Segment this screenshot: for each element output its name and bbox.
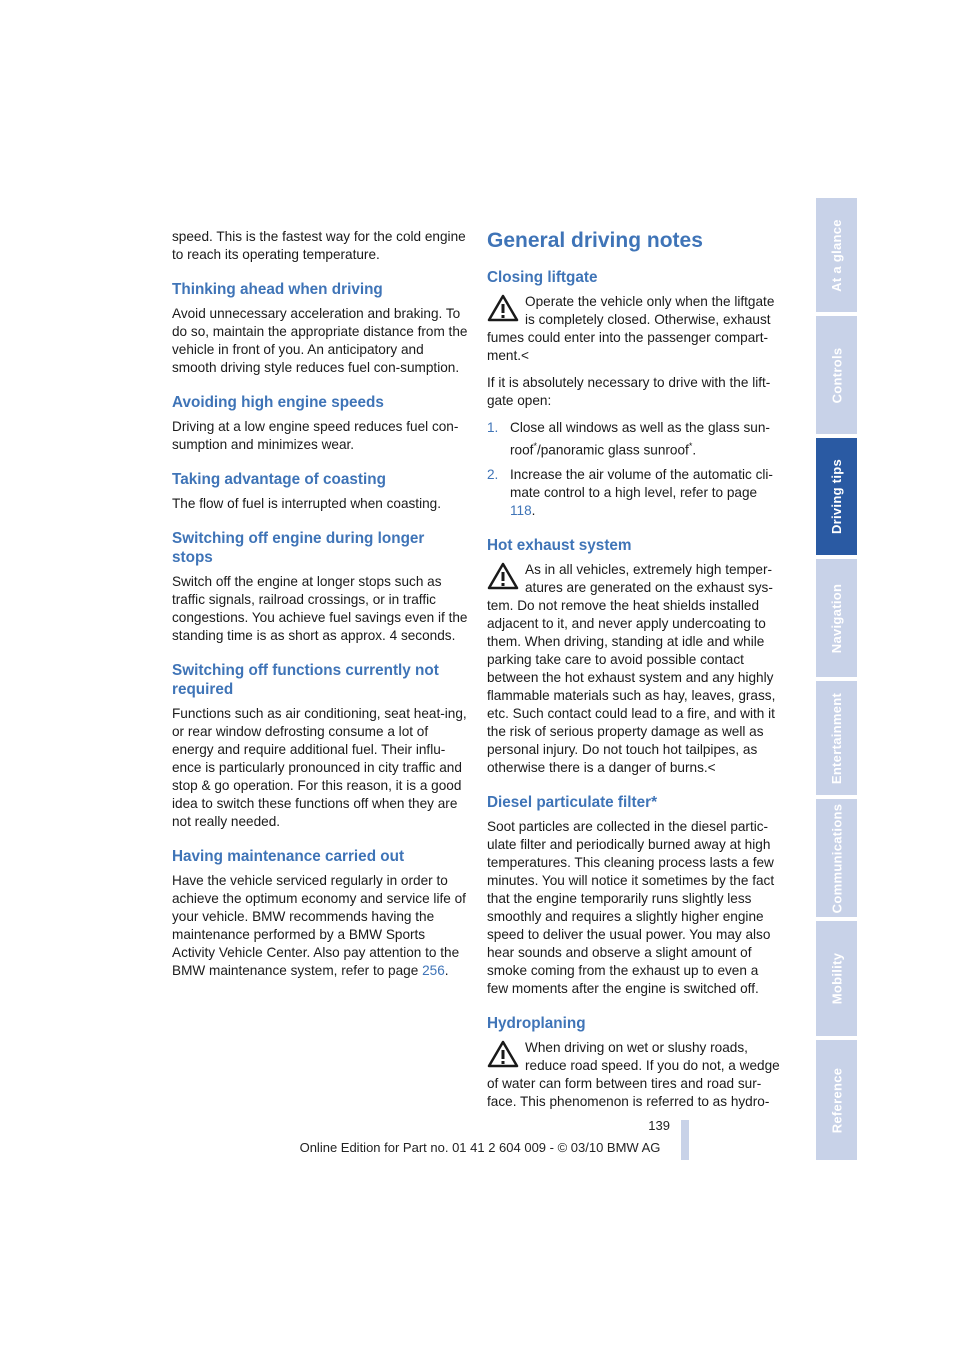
text-thinking-ahead: Avoid unnecessary acceleration and braking. To do so, maintain the appropriate distance from the vehicle in front of you. An anticipatory and smooth driving style reduces fuel con-sumption. bbox=[172, 306, 468, 375]
heading-diesel-filter: Diesel particulate filter* bbox=[487, 793, 658, 811]
list-number: 2. bbox=[487, 466, 499, 482]
step2-period: . bbox=[531, 502, 536, 518]
text-diesel-filter: Soot particles are collected in the diesel partic-ulate filter and periodically burned away at high temperatures. This cleaning process lasts a few minutes. You will notice it sometimes by the fact that the engine temporarily runs slightly less smoothly and requires a slightly higher engine speed to deliver the usual power. You may also hear sounds and observe a slight amount of smoke coming from the exhaust up to even a few moments after the engine is switched off. bbox=[487, 818, 775, 996]
list-number: 1. bbox=[487, 420, 499, 435]
text-coasting: The flow of fuel is interrupted when coasting. bbox=[172, 496, 442, 511]
maintenance-text: Have the vehicle serviced regularly in order to achieve the optimum economy and service life of your vehicle. BMW recommends having the maintenance performed by a BMW Sports Activity Vehicle Center. Also pay attention to the BMW maintenance system, refer to page bbox=[172, 873, 466, 978]
list-text bbox=[510, 466, 783, 520]
warning-hydroplaning bbox=[487, 1039, 783, 1111]
warning-liftgate-text: Operate the vehicle only when the liftgate is completely closed. Otherwise, exhaust fumes could enter into the passenger compart-ment.< bbox=[487, 294, 775, 363]
tab-label: Entertainment bbox=[829, 692, 844, 784]
warning-hydroplaning-text: When driving on wet or slushy roads, reduce road speed. If you do not, a wedge of water can form between tires and road sur-face. This phenomenon is referred to as hydro- bbox=[487, 1039, 780, 1109]
maintenance-period: . bbox=[444, 963, 449, 978]
footer: Online Edition for Part no. 01 41 2 604 009 - © 03/10 BMW AG bbox=[299, 1140, 661, 1155]
heading-closing-liftgate: Closing liftgate bbox=[487, 269, 598, 286]
heading-high-engine-speeds: Avoiding high engine speeds bbox=[172, 394, 384, 411]
text-liftgate-open: If it is absolutely necessary to drive with the lift-gate open: bbox=[487, 375, 771, 408]
warning-triangle-icon bbox=[487, 1040, 519, 1068]
warning-exhaust-text: As in all vehicles, extremely high temper-atures are generated on the exhaust sys-tem. Do not remove the heat shields installed adjacent to it, and never apply undercoating to them. When driving, standing at idle and while parking take care to avoid possible contact between the hot exhaust system and any highly flammable materials such as hay, leaves, grass, etc. Such contact could lead to a fire, and with it the risk of serious property damage as well as personal injury. Do not touch hot tailpipes, as otherwise there is a danger of burns.< bbox=[487, 561, 776, 775]
text-maintenance bbox=[172, 872, 468, 980]
tab-at-a-glance[interactable] bbox=[816, 198, 857, 312]
heading-hydroplaning: Hydroplaning bbox=[487, 1014, 586, 1032]
tab-label: Reference bbox=[829, 1067, 845, 1133]
text-high-engine-speeds: Driving at a low engine speed reduces fuel con-sumption and minimizes wear. bbox=[172, 419, 459, 452]
page-link-256[interactable]: 256 bbox=[422, 963, 445, 978]
step1-period: . bbox=[692, 442, 697, 458]
heading-thinking-ahead: Thinking ahead when driving bbox=[172, 281, 383, 298]
heading-coasting: Taking advantage of coasting bbox=[172, 471, 386, 488]
list-text bbox=[510, 419, 783, 460]
left-column bbox=[172, 228, 468, 989]
warning-triangle-icon bbox=[487, 294, 519, 322]
page-title: General driving notes bbox=[487, 229, 703, 252]
tab-label: Controls bbox=[829, 347, 844, 403]
step2-text: Increase the air volume of the automatic cli-mate control to a high level, refer to page bbox=[510, 466, 773, 500]
warning-liftgate bbox=[487, 293, 783, 365]
tab-driving-tips[interactable] bbox=[816, 438, 857, 555]
warning-triangle-icon bbox=[487, 562, 519, 590]
step1-text-b: /panoramic glass sunroof bbox=[536, 442, 689, 458]
tab-controls[interactable] bbox=[816, 316, 857, 434]
tab-communications[interactable] bbox=[816, 799, 857, 917]
list-item bbox=[487, 419, 783, 460]
heading-hot-exhaust: Hot exhaust system bbox=[487, 536, 632, 554]
liftgate-steps bbox=[487, 419, 783, 520]
page-number: 139 bbox=[648, 1118, 670, 1133]
tab-label: Communications bbox=[829, 803, 844, 913]
heading-functions-off: Switching off functions currently not required bbox=[172, 662, 439, 698]
tab-label: Driving tips bbox=[829, 458, 845, 535]
heading-maintenance: Having maintenance carried out bbox=[172, 848, 405, 865]
step1-text-a: Close all windows as well as the glass sun-roof bbox=[510, 420, 770, 458]
side-navigation bbox=[816, 198, 857, 1160]
tab-label: Mobility bbox=[829, 952, 845, 1005]
option-star: * bbox=[533, 441, 537, 451]
warning-exhaust bbox=[487, 561, 783, 777]
list-item bbox=[487, 466, 783, 520]
tab-navigation[interactable] bbox=[816, 559, 857, 677]
tab-label: Navigation bbox=[829, 583, 844, 653]
tab-entertainment[interactable] bbox=[816, 681, 857, 795]
text-engine-off-stops: Switch off the engine at longer stops such as traffic signals, railroad crossings, or in traffic congestions. You achieve fuel savings even if the standing time is as short as approx. 4 seconds. bbox=[172, 574, 468, 643]
page-link-118[interactable]: 118 bbox=[510, 502, 532, 518]
intro-text: speed. This is the fastest way for the cold engine to reach its operating temperature. bbox=[172, 229, 466, 262]
heading-engine-off-stops: Switching off engine during longer stops bbox=[172, 530, 425, 566]
tab-label: At a glance bbox=[829, 218, 844, 292]
right-column bbox=[487, 228, 783, 1120]
option-star: * bbox=[688, 441, 693, 451]
tab-mobility[interactable] bbox=[816, 921, 857, 1036]
text-functions-off: Functions such as air conditioning, seat heat-ing, or rear window defrosting consume a lot of energy and require additional fuel. Their influ-ence is particularly pronounced in city traffic and stop & go operation. For this reason, it is a good idea to switch these functions off when they are not really needed. bbox=[172, 706, 467, 829]
